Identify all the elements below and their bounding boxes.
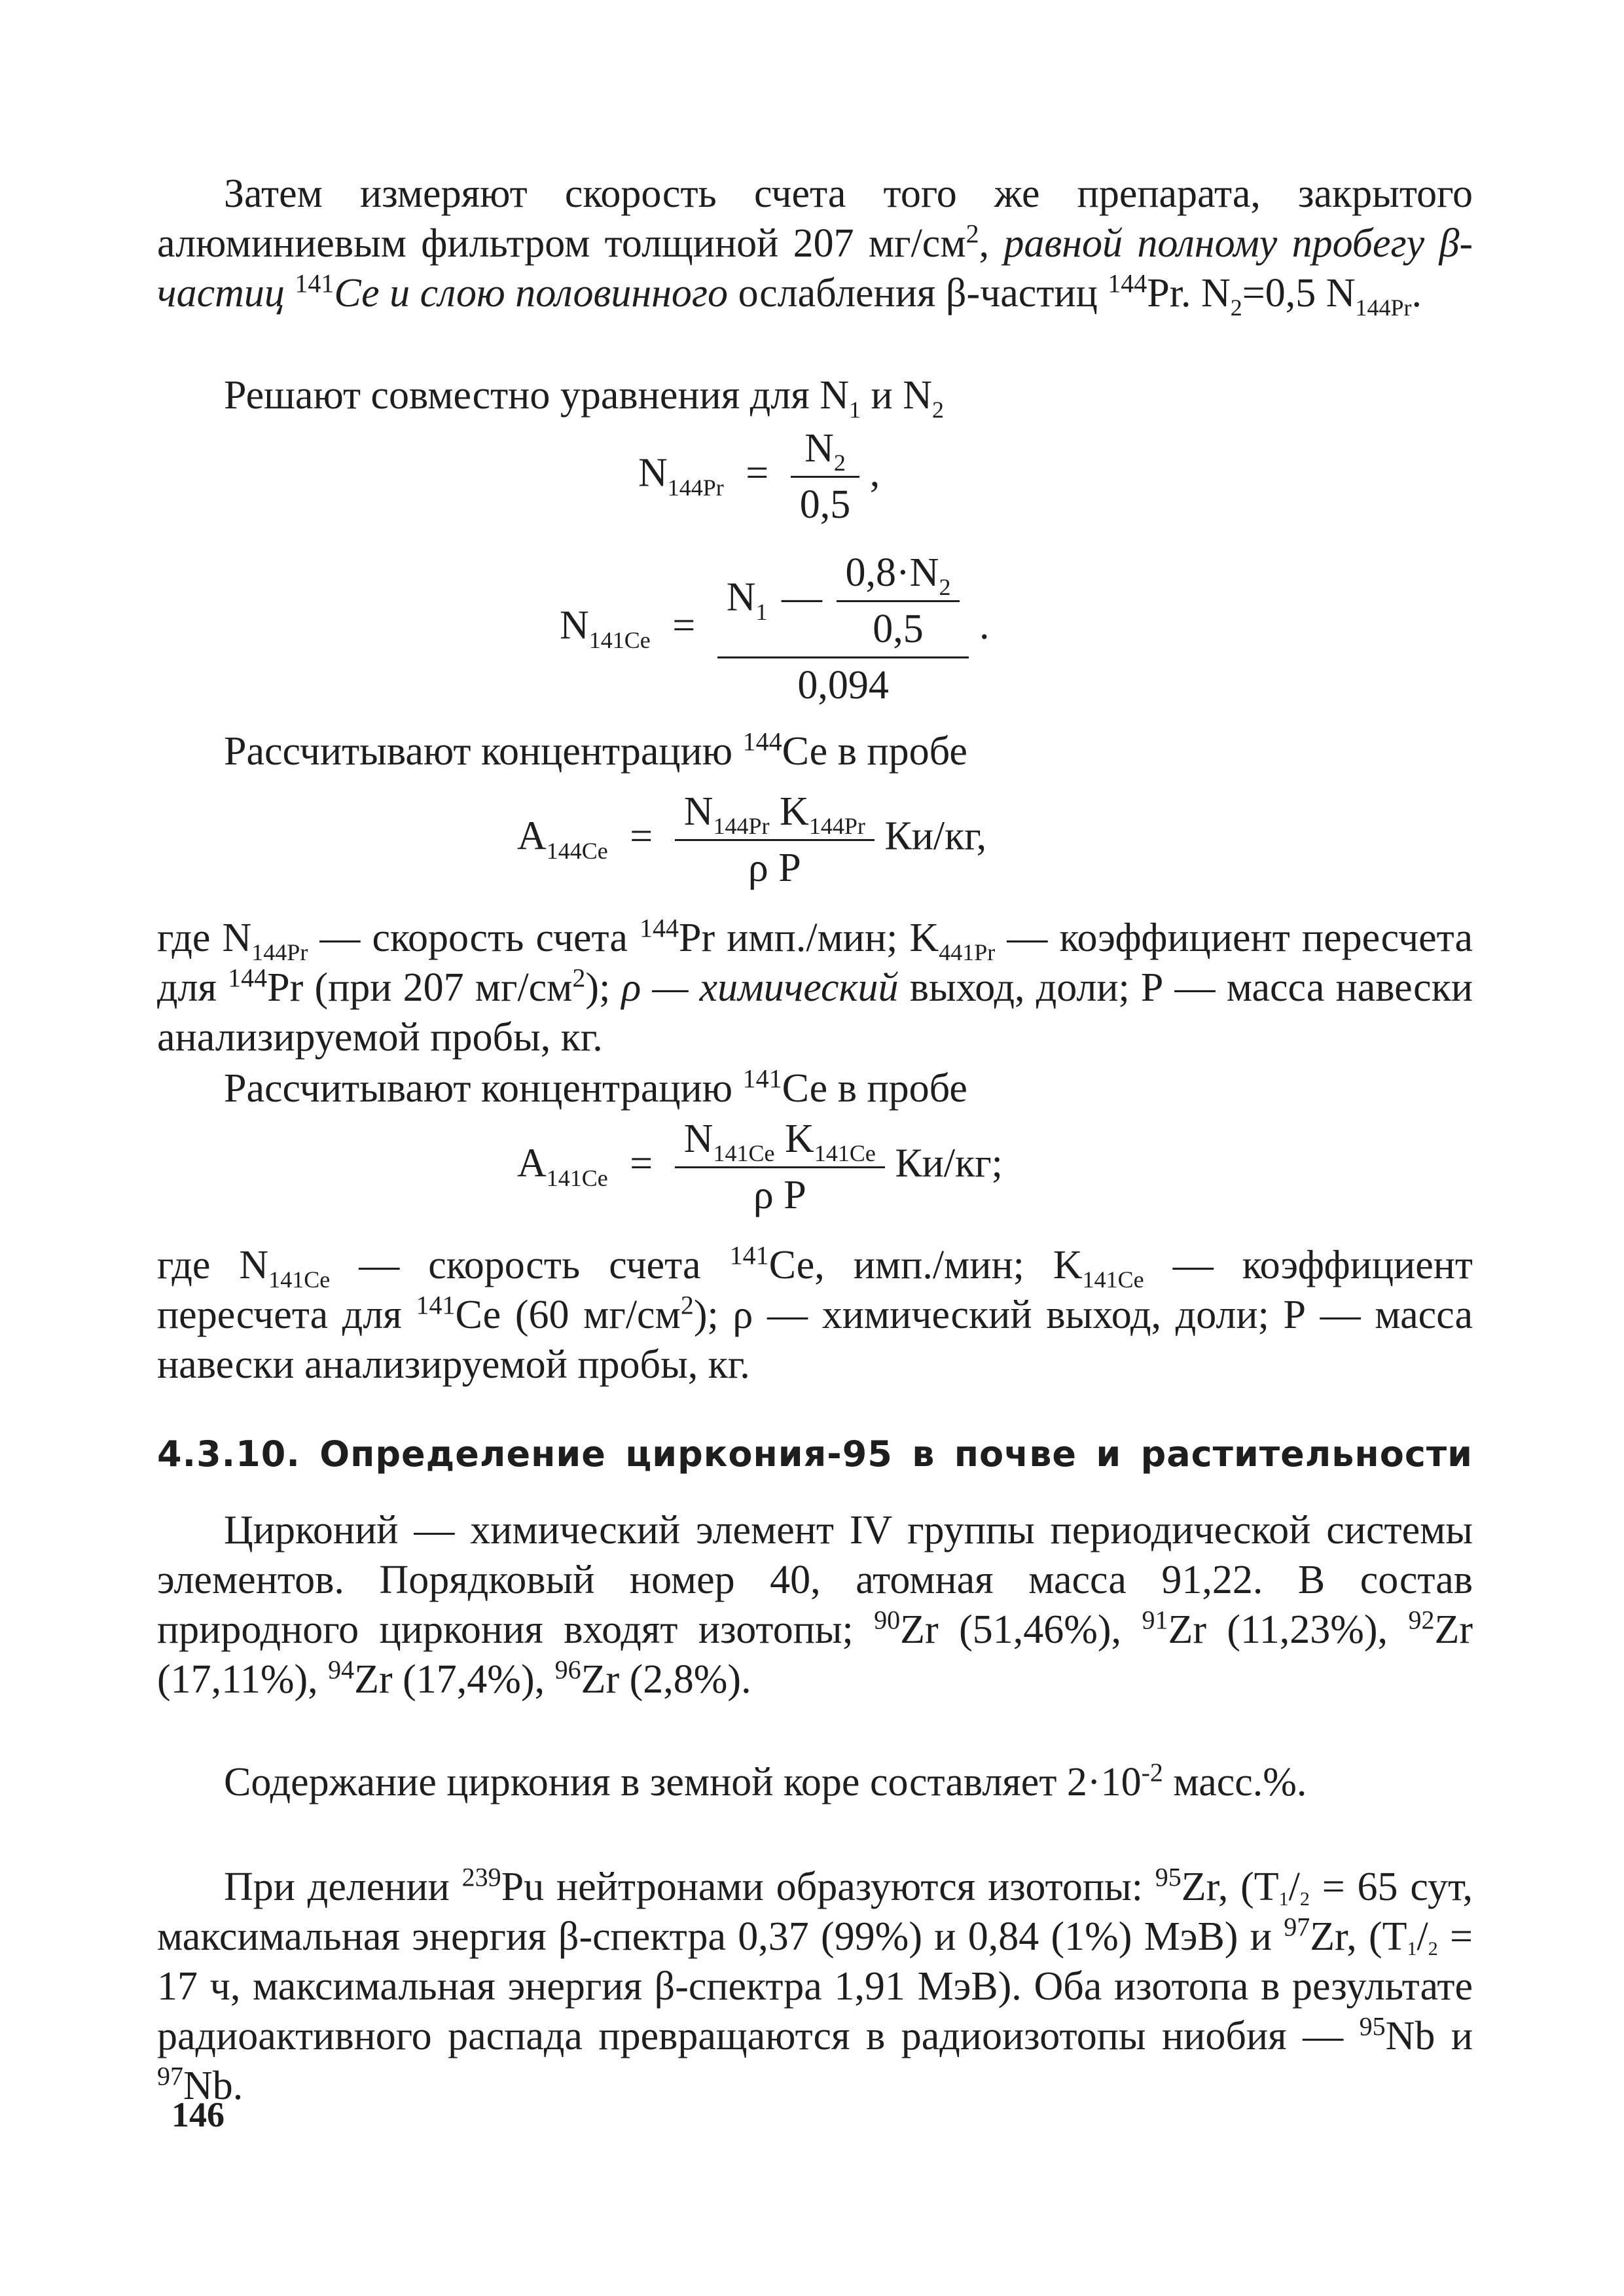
paragraph-calc-ce144: Рассчитывают концентрацию $^{144}$Се в пробе: [224, 726, 967, 774]
paragraph-calc-ce141: Рассчитывают концентрацию $^{141}$Се в пробе: [224, 1064, 967, 1111]
paragraph-solve-equations: Решают совместно уравнения для $N_1$ и $N_2$: [224, 373, 944, 423]
page-number: 146: [171, 2095, 225, 2134]
fraction: $\frac{N_2}{0,5}$: [791, 425, 860, 528]
paragraph-where-n141ce: где $N_{141Ce}$ — скорость счета $^{141}$Се, имп./мин; $K_{141Ce}$ — коэффициент пересчета для $^{141}$Се (60 $мг/см^2$); ρ — химический выход, доли; Р — масса навески анализируемой пробы, кг.: [157, 1240, 1473, 1387]
fraction: $\frac{N_{144Pr} K_{144Pr}}{\text{ρ P}}$: [675, 789, 875, 891]
formula-n144pr: $N_{144Pr}$ = $\frac{N_2}{0,5}$ ,: [638, 426, 880, 527]
paragraph-where-n144pr: где $N_{144Pr}$ — скорость счета $^{144}$Рr имп./мин; $K_{441Pr}$ — коэффициент пересчета для $^{144}$Рr (при 207 $мг/см^2$); ρ — химический выход, доли; Р — масса навески анализируемой пробы, кг.: [157, 913, 1473, 1060]
fraction: $\frac{N_{141Ce} K_{141Ce}}{\text{ρ P}}$: [675, 1116, 885, 1219]
formula-a141ce: $A_{141Ce}$ = $\frac{N_{141Ce} K_{141Ce}}{\text{ρ P}}$ Ки/кг;: [517, 1117, 1003, 1217]
paragraph-filter-measurement: Затем измеряют скорость счета того же препарата, закрытого алюминиевым фильтром толщиной 207 $мг/см^2$, равной полному пробегу β-частиц $^{141}$Се и слою половинного ослабления β-частиц $^{144}$Рr. $N_2=0,5$ $N_{144Pr}$.: [157, 171, 1473, 321]
formula-a144ce: $A_{144Ce}$ = $\frac{N_{144Pr} K_{144Pr}}{\text{ρ P}}$ Ки/кг,: [517, 789, 987, 890]
paragraph-fission-isotopes: При делении $^{239}$Pu нейтронами образуются изотопы: $^{95}$Zr, (T1/2 = 65 сут, максимальная энергия β-спектра 0,37 (99%) и 0,84 (1%) МэВ) и $^{97}$Zr, (T1/2 = 17 ч, максимальная энергия β-спектра 1,91 МэВ). Оба изотопа в результате радиоактивного распада превращаются в радиоизотопы ниобия — $^{95}$Nb и $^{97}$Nb.: [157, 1862, 1473, 2108]
section-heading: 4.3.10. Определение циркония-95 в почве и растительности: [157, 1433, 1473, 1475]
formula-n141ce: $N_{141Ce}$ = $N_1$ — $\frac{0,8\cdot N_2}{0,5}$ 0,094 .: [560, 550, 990, 708]
compound-fraction: $N_1$ — $\frac{0,8\cdot N_2}{0,5}$ 0,094: [717, 550, 969, 709]
paragraph-crust-content: Содержание циркония в земной коре составляет $2\cdot 10^{-2}$ масс.%.: [224, 1757, 1307, 1804]
paragraph-zirconium-intro: Цирконий — химический элемент IV группы периодической системы элементов. Порядковый номер 40, атомная масса 91,22. В состав природного циркония входят изотопы; $^{90}$Zr (51,46%), $^{91}$Zr (11,23%), $^{92}$Zr (17,11%), $^{94}$Zr (17,4%), $^{96}$Zr (2,8%).: [157, 1508, 1473, 1702]
inner-fraction: $\frac{0,8\cdot N_2}{0,5}$: [837, 550, 960, 653]
